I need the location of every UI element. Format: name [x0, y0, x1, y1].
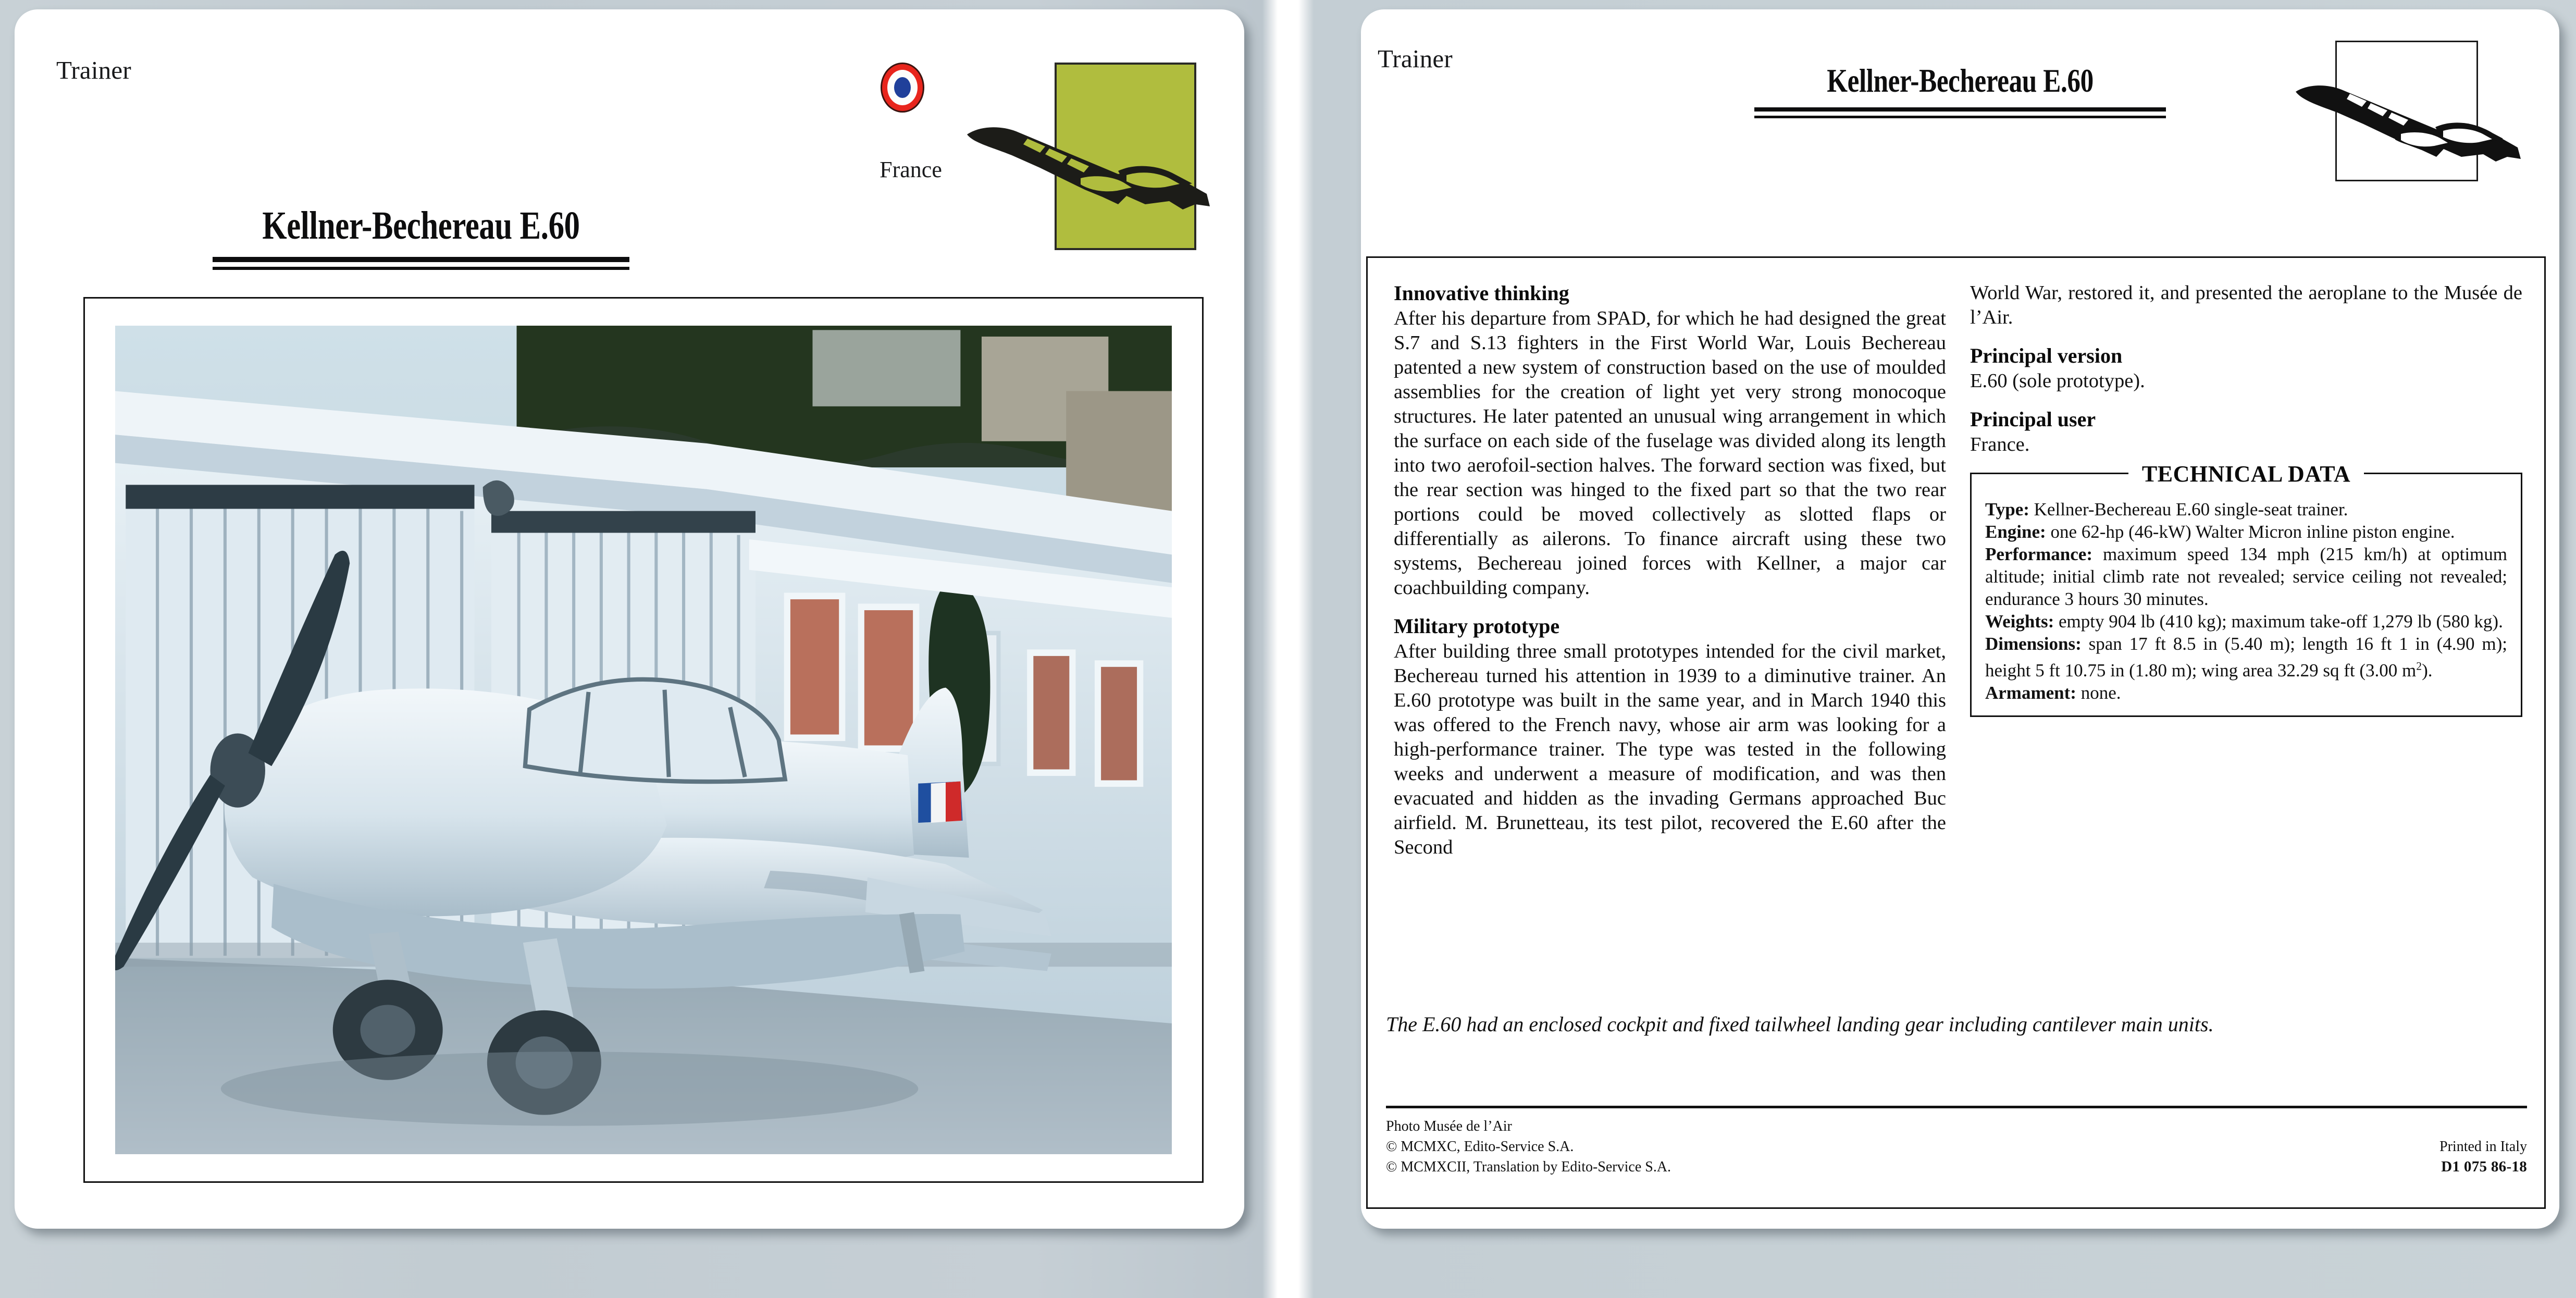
category-label-right: Trainer [1378, 44, 1453, 73]
aircraft-photo [115, 326, 1172, 1154]
section-heading-military-prototype: Military prototype [1394, 614, 1560, 638]
technical-data-row [1985, 633, 2507, 682]
category-label-left: Trainer [56, 56, 131, 84]
technical-data-value: none. [2076, 682, 2121, 703]
technical-data-label: Weights: [1985, 611, 2054, 632]
technical-data-label: Armament: [1985, 682, 2076, 703]
copyright-line-1: © MCMXC, Edito-Service S.A. [1386, 1139, 1574, 1155]
aircraft-title-left [15, 203, 827, 270]
technical-data-value: maximum speed 134 mph (215 km/h) at optimum altitude; initial climb rate not revealed; service ceiling not revealed; endurance 3 hours 30 minutes. [1985, 544, 2507, 609]
country-label: France [880, 157, 942, 182]
photo-frame [83, 297, 1204, 1183]
technical-data-row [1985, 521, 2507, 543]
text-columns [1394, 281, 2522, 1089]
card-code: D1 075 86-18 [2441, 1158, 2527, 1175]
technical-data-title: TECHNICAL DATA [1972, 461, 2521, 487]
column-left [1394, 281, 1946, 1089]
technical-data-label: Dimensions: [1985, 634, 2082, 654]
technical-data-row [1985, 610, 2507, 633]
technical-data-row [1985, 543, 2507, 610]
section-heading-innovative-thinking: Innovative thinking [1394, 281, 1569, 305]
title-rule [1754, 107, 2166, 118]
card-front [15, 9, 1244, 1229]
technical-data-label: Type: [1985, 499, 2029, 520]
technical-data-value: span 17 ft 8.5 in (5.40 m); length 16 ft 1 in (4.90 m); height 5 ft 10.75 in (1.80 m); wing area 32.29 sq ft (3.00 $m^2$). [1985, 634, 2507, 681]
technical-data-value: Kellner-Bechereau E.60 single-seat trainer. [2029, 499, 2348, 520]
section-body-principal-user: France. [1970, 434, 2030, 455]
section-body-principal-version: E.60 (sole prototype). [1970, 370, 2145, 392]
technical-data-box [1970, 461, 2522, 717]
copyright-line-2: © MCMXCII, Translation by Edito-Service S.A. [1386, 1159, 1671, 1175]
aircraft-title-right [1361, 61, 2559, 118]
footer-divider [1386, 1106, 2527, 1108]
footer [1386, 1116, 2527, 1177]
technical-data-row [1985, 498, 2507, 521]
technical-data-label: Performance: [1985, 544, 2092, 564]
technical-data-rows [1985, 498, 2507, 704]
photo-credit: Photo Musée de l’Air [1386, 1118, 1512, 1134]
technical-data-value: empty 904 lb (410 kg); maximum take-off 1,279 lb (580 kg). [2054, 611, 2503, 632]
section-heading-principal-version: Principal version [1970, 344, 2123, 367]
technical-data-value: one 62-hp (46-kW) Walter Micron inline piston engine. [2046, 522, 2455, 542]
photo-caption: The E.60 had an enclosed cockpit and fixed tailwheel landing gear including cantilever main units. [1386, 1012, 2214, 1036]
title-rule [213, 257, 629, 270]
title-text: Kellner-Bechereau E.60 [1827, 62, 2094, 99]
technical-data-row [1985, 682, 2507, 704]
section-body-continuation: World War, restored it, and presented the aeroplane to the Musée de l’Air. [1970, 282, 2522, 328]
section-heading-principal-user: Principal user [1970, 407, 2096, 431]
text-frame [1366, 256, 2546, 1209]
printed-in-label: Printed in Italy [2439, 1139, 2527, 1155]
france-roundel-icon [881, 63, 924, 113]
title-text: Kellner-Bechereau E.60 [262, 204, 580, 248]
green-accent-panel [1055, 63, 1196, 250]
technical-data-label: Engine: [1985, 522, 2046, 542]
section-body-military-prototype: After building three small prototypes intended for the civil market, Bechereau turned his attention in 1939 to a diminutive trainer. An E.60 prototype was built in the same year, and in March 1940 this was offered to the French navy, whose air arm was looking for a high-performance trainer. The type was tested in the following weeks and underwent a measure of modification, and was then evacuated and hidden as the invading Germans approached Buc airfield. M. Brunetteau, its test pilot, recovered the E.60 after the Second [1394, 640, 1946, 858]
column-right [1970, 281, 2522, 1089]
section-body-innovative-thinking: After his departure from SPAD, for which he had designed the great S.7 and S.13 fighters in the First World War, Louis Bechereau patented a new system of construction based on the use of moulded assemblies for the creation of light yet very strong monocoque structures. He later patented an unusual wing arrangement in which the surface on each side of the fuselage was divided along its length into two aerofoil-section halves. The forward section was fixed, but the rear section was hinged to the fixed part so that the two rear portions could be moved collectively as slotted flaps or differentially as ailerons. To finance aircraft using these two systems, Bechereau joined forces with Kellner, a major car coachbuilding company. [1394, 307, 1946, 599]
